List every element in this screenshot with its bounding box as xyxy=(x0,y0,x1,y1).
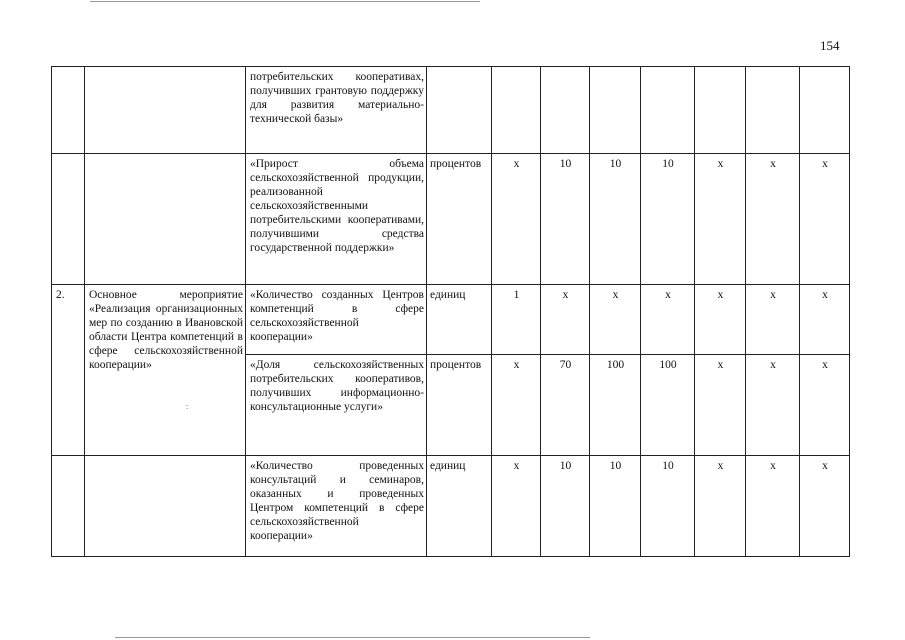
page-number: 154 xyxy=(820,38,840,53)
value-cell: х xyxy=(492,355,541,456)
indicators-table xyxy=(51,66,850,557)
value-cell: х xyxy=(695,154,746,285)
value-cell: х xyxy=(695,285,746,355)
scan-top-line xyxy=(90,1,480,2)
value-cell: х xyxy=(541,285,590,355)
row-number-cell xyxy=(52,67,85,154)
value-cell: х xyxy=(746,285,800,355)
value-cell: х xyxy=(695,355,746,456)
value-cell: 10 xyxy=(541,154,590,285)
value-cell: х xyxy=(492,154,541,285)
scan-speck: : xyxy=(186,402,189,411)
value-cell xyxy=(695,67,746,154)
unit-cell: единиц xyxy=(427,285,492,355)
unit-cell: процентов xyxy=(427,154,492,285)
value-cell: х xyxy=(746,355,800,456)
value-cell: х xyxy=(746,154,800,285)
value-cell xyxy=(492,67,541,154)
table-row xyxy=(52,154,850,285)
value-cell: 1 xyxy=(492,285,541,355)
event-cell: Основное мероприятие «Реализация организационных мер по созданию в Ивановской области Центра компетенций в сфере сельскохозяйственной кооперации» xyxy=(85,285,246,456)
event-cell xyxy=(85,456,246,557)
value-cell: 10 xyxy=(590,154,641,285)
indicator-cell: «Прирост объема сельскохозяйственной продукции, реализованной сельскохозяйственными потребительскими кооперативами, получившими средства государственной поддержки» xyxy=(246,154,427,285)
value-cell: х xyxy=(800,355,850,456)
value-cell: 10 xyxy=(590,456,641,557)
value-cell: х xyxy=(746,456,800,557)
row-number-cell: 2. xyxy=(52,285,85,456)
event-cell xyxy=(85,67,246,154)
value-cell: х xyxy=(492,456,541,557)
value-cell: х xyxy=(800,154,850,285)
scan-bottom-line xyxy=(115,637,590,638)
unit-cell xyxy=(427,67,492,154)
value-cell: х xyxy=(800,456,850,557)
indicator-cell: «Доля сельскохозяйственных потребительских кооперативов, получивших информационно-консультационные услуги» xyxy=(246,355,427,456)
table-row xyxy=(52,285,850,355)
value-cell: х xyxy=(800,285,850,355)
value-cell xyxy=(590,67,641,154)
table-row xyxy=(52,456,850,557)
row-number-cell xyxy=(52,456,85,557)
value-cell: х xyxy=(641,285,695,355)
value-cell: 100 xyxy=(590,355,641,456)
value-cell xyxy=(541,67,590,154)
value-cell xyxy=(746,67,800,154)
unit-cell: единиц xyxy=(427,456,492,557)
value-cell: 70 xyxy=(541,355,590,456)
value-cell: 10 xyxy=(641,456,695,557)
value-cell: 10 xyxy=(541,456,590,557)
value-cell: 10 xyxy=(641,154,695,285)
value-cell: 100 xyxy=(641,355,695,456)
row-number-cell xyxy=(52,154,85,285)
value-cell xyxy=(800,67,850,154)
indicator-cell: «Количество проведенных консультаций и семинаров, оказанных и проведенных Центром компетенций в сфере сельскохозяйственной кооперации» xyxy=(246,456,427,557)
table-row xyxy=(52,67,850,154)
value-cell xyxy=(641,67,695,154)
event-cell xyxy=(85,154,246,285)
unit-cell: процентов xyxy=(427,355,492,456)
indicator-cell: потребительских кооперативах, получивших грантовую поддержку для развития материально-технической базы» xyxy=(246,67,427,154)
indicator-cell: «Количество созданных Центров компетенций в сфере сельскохозяйственной кооперации» xyxy=(246,285,427,355)
value-cell: х xyxy=(590,285,641,355)
value-cell: х xyxy=(695,456,746,557)
